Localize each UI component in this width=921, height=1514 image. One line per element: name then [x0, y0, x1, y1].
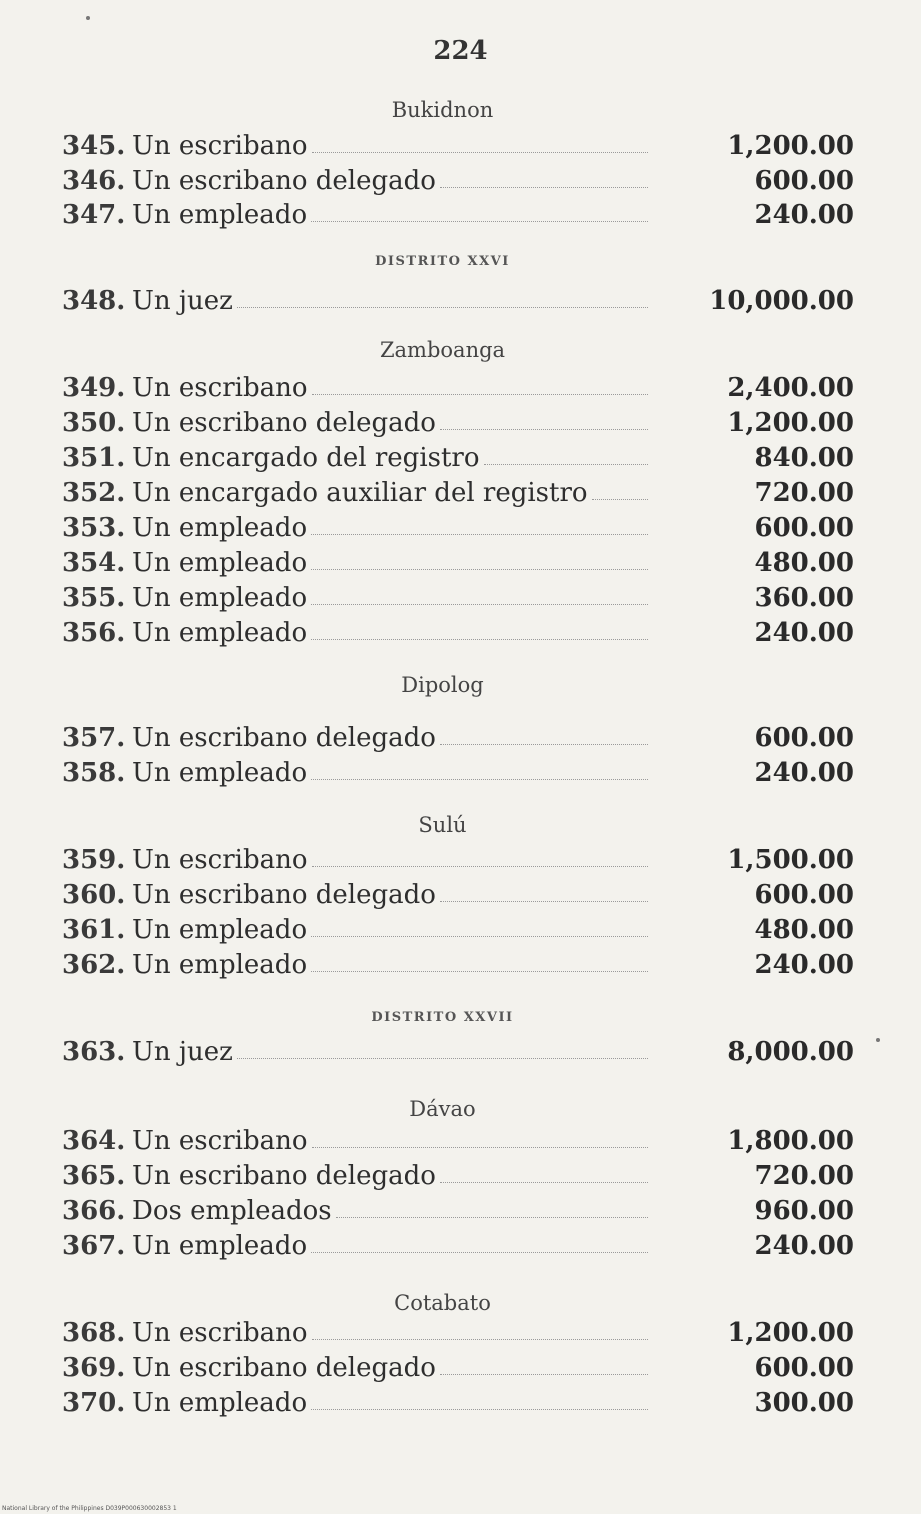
- salary-entry: [62, 166, 854, 200]
- salary-entry: [62, 845, 854, 879]
- place-heading: Dávao: [409, 1097, 476, 1121]
- dot-leader: [237, 1058, 648, 1059]
- entry-number: 353.: [62, 513, 126, 543]
- entry-amount: 840.00: [754, 443, 854, 473]
- dot-leader: [312, 866, 648, 867]
- entry-description: Un empleado: [132, 1231, 308, 1261]
- dot-leader: [311, 971, 648, 972]
- entry-number: 358.: [62, 758, 126, 788]
- dot-leader: [336, 1217, 648, 1218]
- dot-leader: [440, 744, 648, 745]
- entry-amount: 240.00: [754, 950, 854, 980]
- salary-entry: [62, 286, 854, 320]
- entry-amount: 10,000.00: [709, 286, 854, 316]
- salary-entry: [62, 950, 854, 984]
- dot-leader: [312, 394, 648, 395]
- dot-leader: [592, 499, 648, 500]
- entry-description: Un empleado: [132, 950, 308, 980]
- salary-entry: [62, 1037, 854, 1071]
- entry-description: Un escribano delegado: [132, 1353, 436, 1383]
- salary-entry: [62, 131, 854, 165]
- place-heading: Cotabato: [394, 1291, 491, 1315]
- entry-amount: 2,400.00: [727, 373, 854, 403]
- dot-leader: [311, 1252, 648, 1253]
- district-heading: DISTRITO XXVI: [375, 254, 510, 269]
- entry-amount: 480.00: [754, 915, 854, 945]
- place-heading: Bukidnon: [391, 98, 494, 122]
- entry-amount: 240.00: [754, 758, 854, 788]
- entry-description: Un empleado: [132, 513, 308, 543]
- entry-amount: 600.00: [754, 723, 854, 753]
- dot-leader: [311, 1409, 648, 1410]
- dot-leader: [440, 1182, 648, 1183]
- dot-leader: [312, 1147, 648, 1148]
- entry-description: Un escribano delegado: [132, 408, 436, 438]
- dot-leader: [311, 779, 648, 780]
- entry-description: Un juez: [132, 286, 233, 316]
- entry-description: Un escribano: [132, 131, 308, 161]
- dot-leader: [237, 307, 648, 308]
- entry-number: 365.: [62, 1161, 126, 1191]
- entry-amount: 1,500.00: [727, 845, 854, 875]
- salary-entry: [62, 618, 854, 652]
- entry-amount: 240.00: [754, 618, 854, 648]
- entry-amount: 720.00: [754, 478, 854, 508]
- entry-number: 357.: [62, 723, 126, 753]
- entry-description: Un empleado: [132, 200, 308, 230]
- entry-description: Un empleado: [132, 548, 308, 578]
- entry-number: 346.: [62, 166, 126, 196]
- entry-description: Un empleado: [132, 915, 308, 945]
- entry-number: 345.: [62, 131, 126, 161]
- entry-description: Un escribano delegado: [132, 880, 436, 910]
- place-heading: Sulú: [418, 813, 467, 837]
- entry-amount: 8,000.00: [727, 1037, 854, 1067]
- dot-leader: [312, 1339, 648, 1340]
- salary-entry: [62, 200, 854, 234]
- entry-description: Un juez: [132, 1037, 233, 1067]
- dot-leader: [312, 152, 648, 153]
- page-number: 224: [433, 36, 488, 66]
- entry-description: Un empleado: [132, 583, 308, 613]
- salary-entry: [62, 1388, 854, 1422]
- entry-number: 368.: [62, 1318, 126, 1348]
- entry-number: 350.: [62, 408, 126, 438]
- salary-entry: [62, 373, 854, 407]
- entry-amount: 1,200.00: [727, 408, 854, 438]
- dot-leader: [484, 464, 648, 465]
- entry-amount: 480.00: [754, 548, 854, 578]
- dot-leader: [311, 639, 648, 640]
- salary-entry: [62, 1161, 854, 1195]
- salary-entry: [62, 408, 854, 442]
- entry-description: Un empleado: [132, 618, 308, 648]
- entry-amount: 600.00: [754, 880, 854, 910]
- place-heading: Zamboanga: [379, 338, 506, 362]
- entry-amount: 240.00: [754, 200, 854, 230]
- entry-amount: 1,200.00: [727, 1318, 854, 1348]
- entry-number: 362.: [62, 950, 126, 980]
- entry-number: 370.: [62, 1388, 126, 1418]
- entry-number: 366.: [62, 1196, 126, 1226]
- entry-number: 356.: [62, 618, 126, 648]
- entry-number: 361.: [62, 915, 126, 945]
- entry-amount: 600.00: [754, 166, 854, 196]
- salary-entry: [62, 915, 854, 949]
- dot-leader: [440, 1374, 648, 1375]
- salary-entry: [62, 443, 854, 477]
- entry-description: Un empleado: [132, 1388, 308, 1418]
- dot-leader: [311, 604, 648, 605]
- entry-number: 347.: [62, 200, 126, 230]
- salary-entry: [62, 1318, 854, 1352]
- entry-number: 367.: [62, 1231, 126, 1261]
- salary-entry: [62, 583, 854, 617]
- place-heading: Dipolog: [401, 673, 484, 697]
- dot-leader: [311, 221, 648, 222]
- entry-amount: 600.00: [754, 1353, 854, 1383]
- scan-footer: National Library of the Philippines D039P000630002853 1: [2, 1505, 177, 1512]
- dot-leader: [440, 187, 648, 188]
- entry-description: Dos empleados: [132, 1196, 332, 1226]
- salary-entry: [62, 1231, 854, 1265]
- salary-entry: [62, 478, 854, 512]
- salary-entry: [62, 1196, 854, 1230]
- entry-number: 348.: [62, 286, 126, 316]
- scan-speck: [86, 16, 90, 20]
- entry-description: Un escribano: [132, 373, 308, 403]
- entry-number: 359.: [62, 845, 126, 875]
- salary-entry: [62, 513, 854, 547]
- entry-description: Un encargado del registro: [132, 443, 480, 473]
- entry-amount: 360.00: [754, 583, 854, 613]
- entry-description: Un escribano delegado: [132, 166, 436, 196]
- dot-leader: [311, 534, 648, 535]
- entry-number: 349.: [62, 373, 126, 403]
- entry-description: Un escribano delegado: [132, 1161, 436, 1191]
- entry-amount: 240.00: [754, 1231, 854, 1261]
- entry-description: Un escribano: [132, 845, 308, 875]
- dot-leader: [311, 569, 648, 570]
- salary-entry: [62, 548, 854, 582]
- scan-speck: [876, 1038, 880, 1042]
- salary-entry: [62, 1353, 854, 1387]
- entry-amount: 1,200.00: [727, 131, 854, 161]
- entry-amount: 300.00: [754, 1388, 854, 1418]
- dot-leader: [440, 901, 648, 902]
- salary-entry: [62, 880, 854, 914]
- dot-leader: [440, 429, 648, 430]
- salary-entry: [62, 723, 854, 757]
- entry-amount: 600.00: [754, 513, 854, 543]
- salary-entry: [62, 758, 854, 792]
- entry-number: 351.: [62, 443, 126, 473]
- entry-number: 352.: [62, 478, 126, 508]
- salary-entry: [62, 1126, 854, 1160]
- entry-number: 369.: [62, 1353, 126, 1383]
- entry-amount: 960.00: [754, 1196, 854, 1226]
- entry-description: Un empleado: [132, 758, 308, 788]
- entry-amount: 1,800.00: [727, 1126, 854, 1156]
- district-heading: DISTRITO XXVII: [371, 1010, 514, 1025]
- entry-amount: 720.00: [754, 1161, 854, 1191]
- entry-description: Un encargado auxiliar del registro: [132, 478, 588, 508]
- entry-description: Un escribano delegado: [132, 723, 436, 753]
- entry-number: 363.: [62, 1037, 126, 1067]
- entry-number: 355.: [62, 583, 126, 613]
- entry-description: Un escribano: [132, 1126, 308, 1156]
- entry-number: 354.: [62, 548, 126, 578]
- entry-description: Un escribano: [132, 1318, 308, 1348]
- entry-number: 360.: [62, 880, 126, 910]
- entry-number: 364.: [62, 1126, 126, 1156]
- dot-leader: [311, 936, 648, 937]
